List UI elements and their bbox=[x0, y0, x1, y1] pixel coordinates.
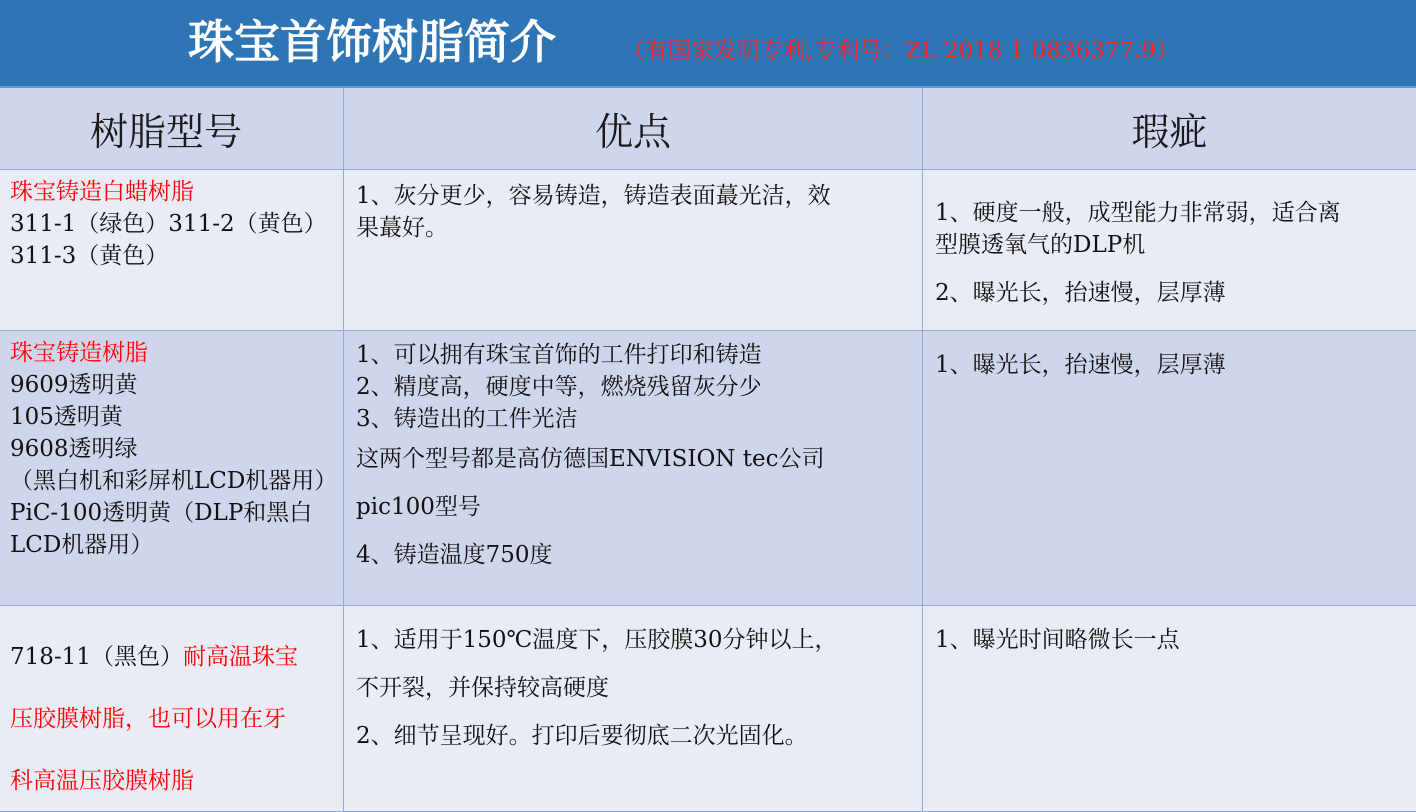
row2-adv-line: 4、铸造温度750度 bbox=[356, 542, 553, 568]
row1-flaws bbox=[923, 170, 1416, 331]
row3-advantages bbox=[344, 606, 923, 812]
row2-adv-line: 1、可以拥有珠宝首饰的工件打印和铸造 bbox=[356, 342, 762, 368]
row3-adv-line: 2、细节呈现好。打印后要彻底二次光固化。 bbox=[356, 723, 808, 749]
row1-model bbox=[0, 170, 344, 331]
row1-model-name: 珠宝铸造白蜡树脂 bbox=[10, 179, 194, 205]
row2-flaw-line: 1、曝光长，抬速慢，层厚薄 bbox=[935, 352, 1226, 378]
row2-adv-line: 3、铸造出的工件光洁 bbox=[356, 406, 578, 432]
row2-model-name: 珠宝铸造树脂 bbox=[10, 340, 148, 366]
row1-flaw-line: 1、硬度一般，成型能力非常弱，适合离 bbox=[935, 200, 1341, 226]
row1-model-line: 311-3（黄色） bbox=[10, 243, 169, 269]
resin-table bbox=[0, 88, 1416, 812]
row2-advantages bbox=[344, 331, 923, 606]
row3-model-line: 科高温压胶膜树脂 bbox=[10, 768, 194, 794]
row2-model-line: （黑白机和彩屏机LCD机器用） bbox=[10, 468, 338, 494]
row3-adv-line: 不开裂，并保持较高硬度 bbox=[356, 675, 609, 701]
row3-flaw-line: 1、曝光时间略微长一点 bbox=[935, 627, 1180, 653]
row1-advantages bbox=[344, 170, 923, 331]
header-model: 树脂型号 bbox=[0, 88, 344, 170]
title-bar bbox=[0, 0, 1416, 88]
row2-adv-line: pic100型号 bbox=[356, 494, 481, 520]
row2-model-line: 105透明黄 bbox=[10, 404, 123, 430]
row2-model-line: PiC-100透明黄（DLP和黑白 bbox=[10, 500, 313, 526]
row2-adv-line: 2、精度高，硬度中等，燃烧残留灰分少 bbox=[356, 374, 762, 400]
row3-adv-line: 1、适用于150℃温度下，压胶膜30分钟以上， bbox=[356, 627, 838, 653]
header-advantages: 优点 bbox=[344, 88, 923, 170]
row1-flaw-line: 2、曝光长，抬速慢，层厚薄 bbox=[935, 280, 1226, 306]
patent-note: （有国家发明专利,专利号：ZL 2018 1 0836377.9） bbox=[622, 38, 1180, 64]
row1-flaw-line: 型膜透氧气的DLP机 bbox=[935, 232, 1146, 258]
row3-model-code: 718-11（黑色） bbox=[10, 644, 183, 670]
page-title: 珠宝首饰树脂简介 bbox=[188, 15, 556, 69]
row1-model-line: 311-1（绿色）311-2（黄色） bbox=[10, 211, 327, 237]
row3-model-line: 压胶膜树脂，也可以用在牙 bbox=[10, 706, 286, 732]
row2-adv-line: 这两个型号都是高仿德国ENVISION tec公司 bbox=[356, 446, 825, 472]
row2-model-line: LCD机器用） bbox=[10, 532, 154, 558]
row2-model-line: 9609透明黄 bbox=[10, 372, 138, 398]
row2-model bbox=[0, 331, 344, 606]
row2-model-line: 9608透明绿 bbox=[10, 436, 138, 462]
row2-flaws bbox=[923, 331, 1416, 606]
row1-adv-line: 果蕞好。 bbox=[356, 215, 448, 241]
row3-model-name: 耐高温珠宝 bbox=[182, 644, 298, 670]
row1-adv-line: 1、灰分更少，容易铸造，铸造表面蕞光洁，效 bbox=[356, 183, 831, 209]
row3-model-line bbox=[10, 626, 343, 688]
row3-flaws bbox=[923, 606, 1416, 812]
row3-model bbox=[0, 606, 344, 812]
header-flaws: 瑕疵 bbox=[923, 88, 1416, 170]
